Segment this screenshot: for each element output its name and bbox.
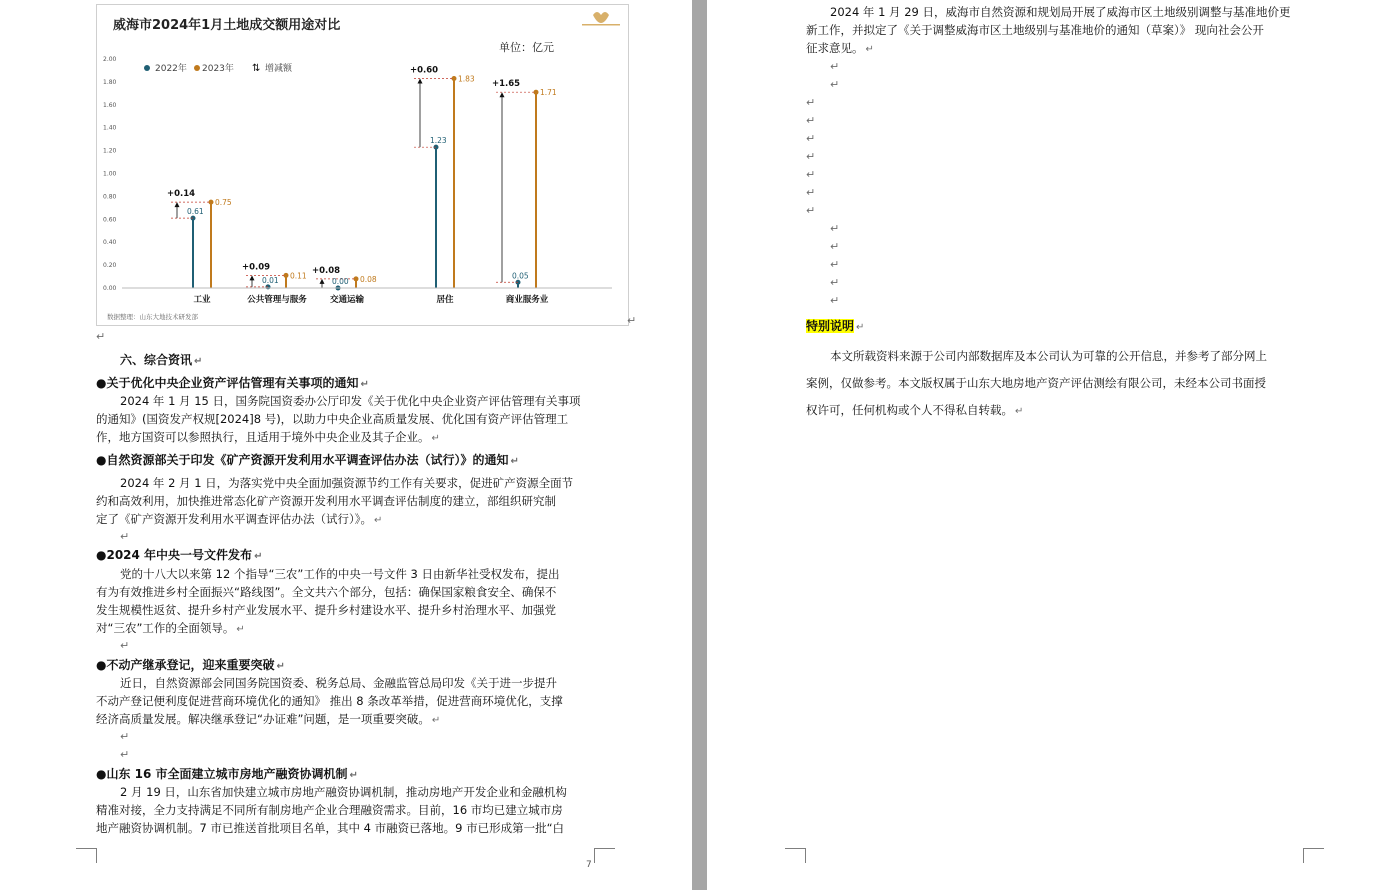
paragraph-mark: ↵	[806, 132, 816, 145]
paragraph-mark: ↵	[830, 276, 840, 289]
paragraph-mark: ↵	[830, 78, 840, 91]
x-tick-label: 工业	[193, 295, 211, 305]
legend-marker-2023	[194, 65, 200, 71]
paragraph-mark: ↵	[120, 730, 130, 743]
paragraph-mark: ↵	[806, 96, 816, 109]
document-page-left	[0, 0, 692, 890]
legend-label-2023: 2023年	[202, 64, 234, 74]
legend-marker-2022	[144, 65, 150, 71]
chart-unit: 单位：亿元	[499, 41, 554, 54]
diff-label: +1.65	[492, 79, 521, 90]
paragraph-mark: ↵	[96, 330, 106, 343]
diff-arrow-head-icon	[250, 275, 255, 280]
news-item-title[interactable]: ●2024 年中央一号文件发布 ↵	[96, 548, 263, 562]
x-tick-label: 居住	[436, 295, 454, 305]
legend-updown-arrow-icon: ⇅	[252, 63, 261, 74]
y-tick-label: 1.60	[103, 101, 117, 109]
value-label-2023: 1.83	[458, 74, 475, 84]
page-number: 7	[586, 860, 592, 870]
chart-title: 威海市2024年1月土地成交额用途对比	[113, 18, 341, 33]
news-item-title[interactable]: ●关于优化中央企业资产评估管理有关事项的通知 ↵	[96, 376, 369, 390]
y-tick-label: 0.40	[103, 239, 117, 247]
paragraph-mark: ↵	[830, 222, 840, 235]
value-label-2023: 0.08	[360, 274, 377, 284]
diff-arrow-head-icon	[320, 279, 325, 284]
news-item-title[interactable]: ●山东 16 市全面建立城市房地产融资协调机制 ↵	[96, 767, 358, 781]
value-label-2023: 1.71	[540, 88, 557, 98]
y-tick-label: 0.20	[103, 262, 117, 270]
page-corner-mark	[594, 848, 615, 863]
chart-y-axis	[103, 56, 117, 292]
paragraph-mark: ↵	[830, 294, 840, 307]
diff-label: +0.09	[242, 262, 271, 273]
paragraph-mark: ↵	[806, 204, 816, 217]
paragraph-mark: ↵	[120, 530, 130, 543]
y-tick-label: 1.20	[103, 147, 117, 155]
y-tick-label: 2.00	[103, 56, 117, 63]
value-label-2022: 0.01	[262, 275, 279, 285]
y-tick-label: 1.40	[103, 124, 117, 132]
paragraph-mark: ↵	[830, 240, 840, 253]
news-item-body[interactable]: 近日，自然资源部会同国务院国资委、税务总局、金融监管总局印发《关于进一步提升 不动产登记便利度促进营商环境优化的通知》 推出 8 条改革举措，促进营商环境优化，支撑 经济高质量发展。解决继承登记“办证难”问题，是一项重要突破。 ↵	[96, 676, 563, 726]
diff-arrow-head-icon	[418, 78, 423, 83]
y-tick-label: 1.80	[103, 78, 117, 86]
y-tick-label: 0.80	[103, 193, 117, 201]
y-tick-label: 0.00	[103, 285, 117, 292]
paragraph-mark: ↵	[627, 314, 637, 327]
legend-label-diff: 增减额	[265, 64, 293, 74]
legend-label-2022: 2022年	[155, 64, 187, 74]
chart-x-axis	[122, 288, 612, 305]
paragraph-mark: ↵	[120, 639, 130, 652]
news-item-body[interactable]: 2 月 19 日，山东省加快建立城市房地产融资协调机制，推动房地产开发企业和金融机构 精准对接，全力支持满足不同所有制房地产企业合理融资需求。目前，16 市均已建立城市房 地产融资协调机制。7 市已推送首批项目名单，其中 4 市融资已落地。9 市已形成第一批“白	[96, 785, 567, 835]
x-tick-label: 公共管理与服务	[247, 295, 307, 305]
x-tick-label: 交通运输	[329, 295, 365, 305]
paragraph-mark: ↵	[806, 114, 816, 127]
news-item-title[interactable]: ●自然资源部关于印发《矿产资源开发利用水平调查评估办法（试行）》的通知 ↵	[96, 453, 519, 467]
diff-label: +0.08	[312, 265, 341, 276]
chart-figure[interactable]	[96, 4, 629, 326]
special-notice-body[interactable]: 本文所载资料来源于公司内部数据库及本公司认为可靠的公开信息，并参考了部分网上 案例，仅做参考。本文版权属于山东大地房地产资产评估测绘有限公司，未经本公司书面授 权许可，任何机构或个人不得私自转载。 ↵	[806, 349, 1267, 417]
paragraph-mark: ↵	[830, 60, 840, 73]
company-logo-icon	[582, 12, 620, 26]
section-title[interactable]: 六、综合资讯 ↵	[120, 353, 203, 367]
y-tick-label: 0.60	[103, 216, 117, 224]
diff-arrow-head-icon	[175, 202, 180, 207]
paragraph-mark: ↵	[806, 168, 816, 181]
news-item-title[interactable]: ●不动产继承登记，迎来重要突破 ↵	[96, 658, 285, 672]
x-tick-label: 商业服务业	[505, 295, 549, 305]
value-label-2022: 1.23	[430, 136, 447, 146]
chart-svg	[97, 5, 628, 325]
diff-arrow-head-icon	[500, 92, 505, 97]
chart-legend	[144, 62, 293, 74]
paragraph-mark: ↵	[120, 748, 130, 761]
value-label-2022: 0.00	[332, 277, 349, 286]
page-gutter	[692, 0, 707, 890]
special-notice-title[interactable]: 特别说明 ↵	[806, 319, 865, 333]
value-label-2022: 0.05	[512, 271, 529, 281]
value-label-2023: 0.75	[215, 198, 232, 208]
notice-paragraph[interactable]: 2024 年 1 月 29 日，威海市自然资源和规划局开展了威海市区土地级别调整与基准地价更 新工作，并拟定了《关于调整威海市区土地级别与基准地价的通知（草案）》 现向社会公开 征求意见。 ↵	[806, 5, 1291, 55]
diff-label: +0.60	[410, 65, 439, 76]
news-item-body[interactable]: 2024 年 2 月 1 日，为落实党中央全面加强资源节约工作有关要求，促进矿产资源全面节 约和高效利用，加快推进常态化矿产资源开发利用水平调查评估制度的建立，部组织研究制 定了《矿产资源开发利用水平调查评估办法（试行）》。 ↵	[96, 476, 574, 526]
y-tick-label: 1.00	[103, 170, 117, 178]
diff-label: +0.14	[167, 189, 196, 200]
paragraph-mark: ↵	[806, 150, 816, 163]
chart-source: 数据整理：山东大地技术研发部	[107, 313, 198, 321]
paragraph-mark: ↵	[806, 186, 816, 199]
page-corner-mark	[1303, 848, 1324, 863]
chart-plot-area	[167, 65, 557, 290]
document-page-right	[707, 0, 1391, 890]
page-corner-mark	[76, 848, 97, 863]
page-corner-mark	[785, 848, 806, 863]
value-label-2022: 0.61	[187, 207, 204, 217]
paragraph-mark: ↵	[830, 258, 840, 271]
news-item-body[interactable]: 党的十八大以来第 12 个指导“三农”工作的中央一号文件 3 日由新华社受权发布，提出 有为有效推进乡村全面振兴“路线图”。全文共六个部分，包括：确保国家粮食安全、确保不 发生规模性返贫、提升乡村产业发展水平、提升乡村建设水平、提升乡村治理水平、加强党 对“三农”工作的全面领导。 ↵	[96, 567, 560, 635]
news-item-body[interactable]: 2024 年 1 月 15 日，国务院国资委办公厅印发《关于优化中央企业资产评估管理有关事项 的通知》(国资发产权规[2024]8 号)，以助力中央企业高质量发展、优化国有资产评估管理工 作，地方国资可以参照执行，且适用于境外中央企业及其子企业。 ↵	[96, 394, 581, 444]
value-label-2023: 0.11	[290, 271, 307, 281]
